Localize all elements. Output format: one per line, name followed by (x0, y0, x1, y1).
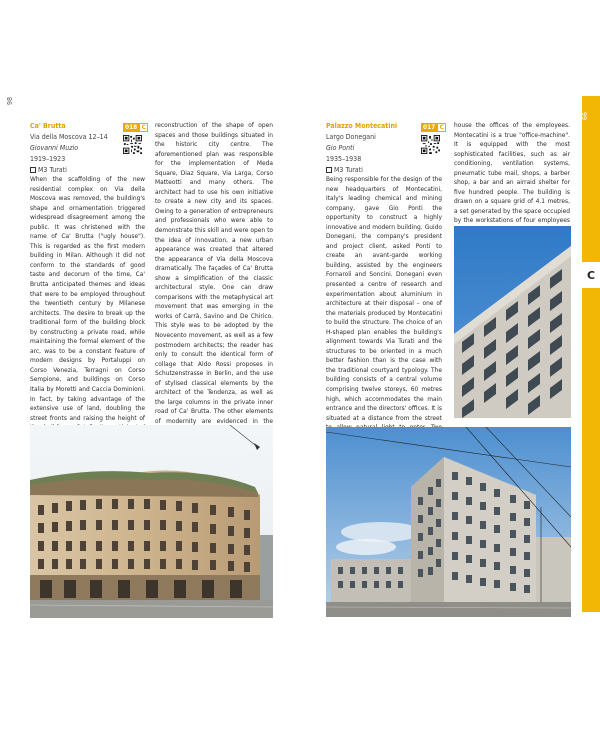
section-tab: C (582, 262, 600, 288)
body-text: house the offices of the employees. Montecatini is a true "office-machine". It is equipped with the most sophisticated facilities, such as air conditioning, ventilation systems, pneumatic tube mail, shops, a barber shop, a bar and an airraid shelter for five hundred people. The building is drawn on a square grid of 4.1 metres, a set generated by the space occupied by the workstations of four employees (454, 121, 570, 225)
metro-label: M3 Turati (334, 166, 363, 174)
badge-number: 018 (125, 123, 138, 131)
section-edge-bar (582, 96, 600, 612)
qr-code-icon (123, 135, 142, 154)
palazzo-montecatini-photo (326, 427, 571, 617)
body-text: reconstruction of the shape of open spaces and those buildings situated in the historic city centre. The aforementioned plan was responsible for the implementation of Meda Square, Diaz Square, Via Larga, Corso Matteotti and many others. The architect had to use his own initiative to create a new city and its spaces. Owing to a generation of entrepreneurs and professionals who were able to demonstrate this skill and were open to the idea of innovation, a new urban appearance was created that altered the appearance of Via della Moscova dramatically. The façades of Ca' Brutta show a simplification of the classic architectural style. One can draw comparisons with the metaphysical art movement that was emerging in the works of Carrà, Savino and De Chirico. This style was to be adopted by the Novecento movement, as well as a few postmodern architects; the reader has only to consult the identical form of collage that Aldo Rossi proposes in Schutzenstrasse in Berlin, and the use of stylised classical elements by the architect of the Tendenza, as well as the large columns in the private inner road of Ca' Brutta. The other elements of modernity are evidenced in the (155, 121, 273, 425)
entry-header-right (326, 121, 418, 176)
entry-architect: Giovanni Muzio (30, 144, 79, 152)
entry-body-left-col2 (155, 121, 273, 465)
entry-title: Ca' Brutta (30, 122, 66, 130)
ca-brutta-photo (30, 425, 273, 618)
entry-architect: Gio Ponti (326, 144, 355, 152)
metro-icon (30, 167, 36, 173)
badge-letter: C (139, 123, 148, 132)
badge-letter: C (437, 123, 446, 132)
badge-number: 017 (423, 123, 436, 131)
entry-title: Palazzo Montecatini (326, 122, 398, 130)
entry-body-right-col2 (454, 121, 570, 236)
entry-years: 1935–1938 (326, 155, 362, 163)
entry-address: Via della Moscova 12–14 (30, 133, 108, 141)
entry-body-right-col1 (326, 175, 442, 452)
entry-badge-left (123, 123, 148, 132)
qr-code-icon (421, 135, 440, 154)
body-text: When the scaffolding of the new residential complex on Via della Moscova was removed, the building's shape and ornamentation triggered widespread disagreement among the public. It was christened with the name of Ca' Brutta ("ugly house"). This is regarded as the first modern building in Milan. Although it did not conform to the standards of good taste and decorum of the time, Ca' Brutta anticipated themes and ideas that were to be employed throughout the twentieth century by Milanese architects. The desire to break up the traditional form of the building block by constructing a private road, while maintaining the formal element of the arc, was to be a constant feature of modern designs by Portaluppi on Corso Venezia, Terragni on Corso Sempione, and buildings on Corso Italia by Moretti and Caccia Dominioni. In fact, by taking advantage of the extensive use of land, doubling the street fronts and raising the height of (30, 175, 145, 422)
page-number-left: 98 (6, 96, 14, 105)
entry-body-left-col1 (30, 175, 145, 452)
metro-icon (326, 167, 332, 173)
page-number-right: 99 (580, 112, 588, 121)
body-text: Being responsible for the design of the new headquarters of Montecatini, Italy's leading chemical and mining company, gave Gio Ponti the opportunity to construct a highly innovative and modern building. Guido Donegani, the company's president and project client, asked Ponti to create an avant-garde working building, assisted by the engineers Fornaroli and Soncini. Donegani even presented a centre of research and experimentation about aluminium in architecture at their disposal – one of the materials produced by Montecatini to build the structure. The choice of an H-shaped plan enables the building's alignment towards Via Turati and the structures to be oriented in a much better fashion than is the case with the traditional courtyard typology. The building consists of a central volume comprising twelve storeys, 60 metres high, which accommodates the main entrance and the directors' offices. It is situated at a distance from the street (326, 175, 442, 422)
metro-label: M3 Turati (38, 166, 67, 174)
entry-badge-right (421, 123, 446, 132)
palazzo-montecatini-photo-detail (454, 226, 571, 418)
entry-address: Largo Donegani (326, 133, 376, 141)
entry-years: 1919–1923 (30, 155, 66, 163)
entry-header-left (30, 121, 122, 176)
